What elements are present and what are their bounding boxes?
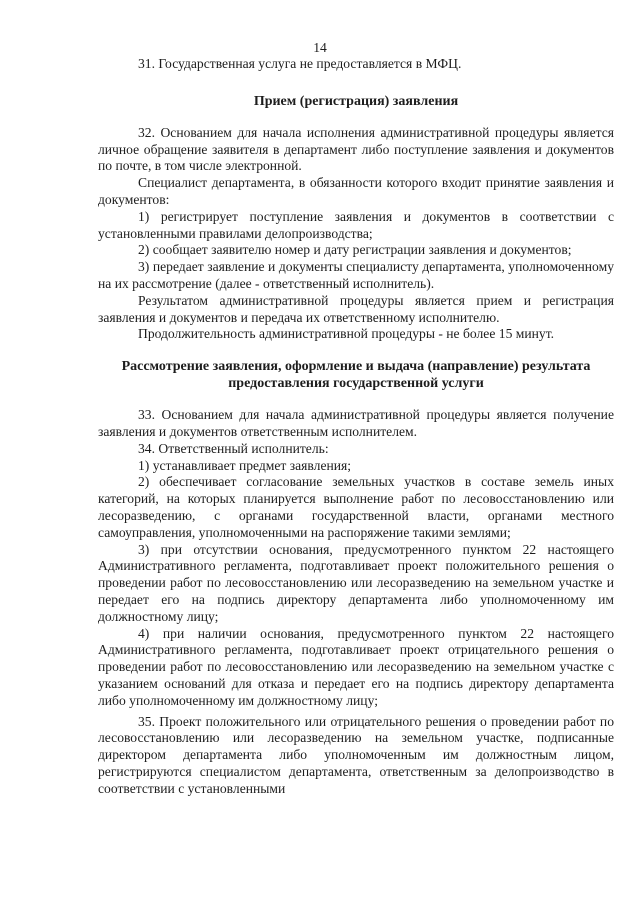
paragraph-specialist: Специалист департамента, в обязанности которого входит принятие заявления и документов: (98, 175, 614, 207)
list-item-1: 1) регистрирует поступление заявления и документов в соответствии с установленными правилами делопроизводства; (98, 208, 614, 241)
paragraph-31: 31. Государственная услуга не предоставляется в МФЦ. (138, 56, 462, 71)
paragraph-33: 33. Основанием для начала административной процедуры является получение заявления и документов ответственным исполнителем. (98, 407, 614, 439)
list-item-34-1: 1) устанавливает предмет заявления; (138, 457, 352, 473)
section-heading-review: Рассмотрение заявления, оформление и выдача (направление) результата предоставления государственной услуги (121, 359, 591, 392)
page-number: 14 (313, 40, 327, 55)
list-item-3: 3) передает заявление и документы специалисту департамента, уполномоченному на их рассмотрение (далее - ответственный исполнитель). (98, 259, 614, 291)
list-item-34-3: 3) при отсутствии основания, предусмотренного пунктом 22 настоящего Административного регламента, подготавливает проект положительного решения о проведении работ по лесовосстановлению или лесоразведению на земельном участке и передает его на подпись директору департамента либо уполномоченному им должностному лицу; (98, 541, 614, 624)
list-item-34-2: 2) обеспечивает согласование земельных участков в составе земель иных категорий, на которых планируется выполнение работ по лесовосстановлению или лесоразведению, с органами государственной власти, органами местного самоуправления, уполномоченными на распоряжение такими землями; (98, 474, 614, 540)
list-item-34-4: 4) при наличии основания, предусмотренного пунктом 22 настоящего Административного регламента, подготавливает проект отрицательного решения о проведении работ по лесовосстановлению или лесоразведению на земельном участке с указанием оснований для отказа и передает его на подпись директору департамента либо уполномоченному им должностному лицу; (98, 625, 614, 708)
paragraph-35: 35. Проект положительного или отрицательного решения о проведении работ по лесовосстановлению или лесоразведению на земельном участке, подписанные директором департамента либо уполномоченным им должностным лицом, регистрируются специалистом департамента, ответственным за делопроизводство в соответствии с установленными (98, 713, 614, 796)
list-item-2: 2) сообщает заявителю номер и дату регистрации заявления и документов; (138, 242, 572, 258)
paragraph-result: Результатом административной процедуры является прием и регистрация заявления и документов и передача их ответственному исполнителю. (98, 292, 614, 325)
paragraph-duration: Продолжительность административной процедуры - не более 15 минут. (138, 326, 555, 342)
section-heading-registration: Прием (регистрация) заявления (253, 93, 459, 109)
paragraph-32: 32. Основанием для начала исполнения административной процедуры является личное обращение заявителя в департамент либо поступление заявления и документов по почте, в том числе электронной. (98, 124, 614, 174)
paragraph-34: 34. Ответственный исполнитель: (138, 440, 329, 456)
